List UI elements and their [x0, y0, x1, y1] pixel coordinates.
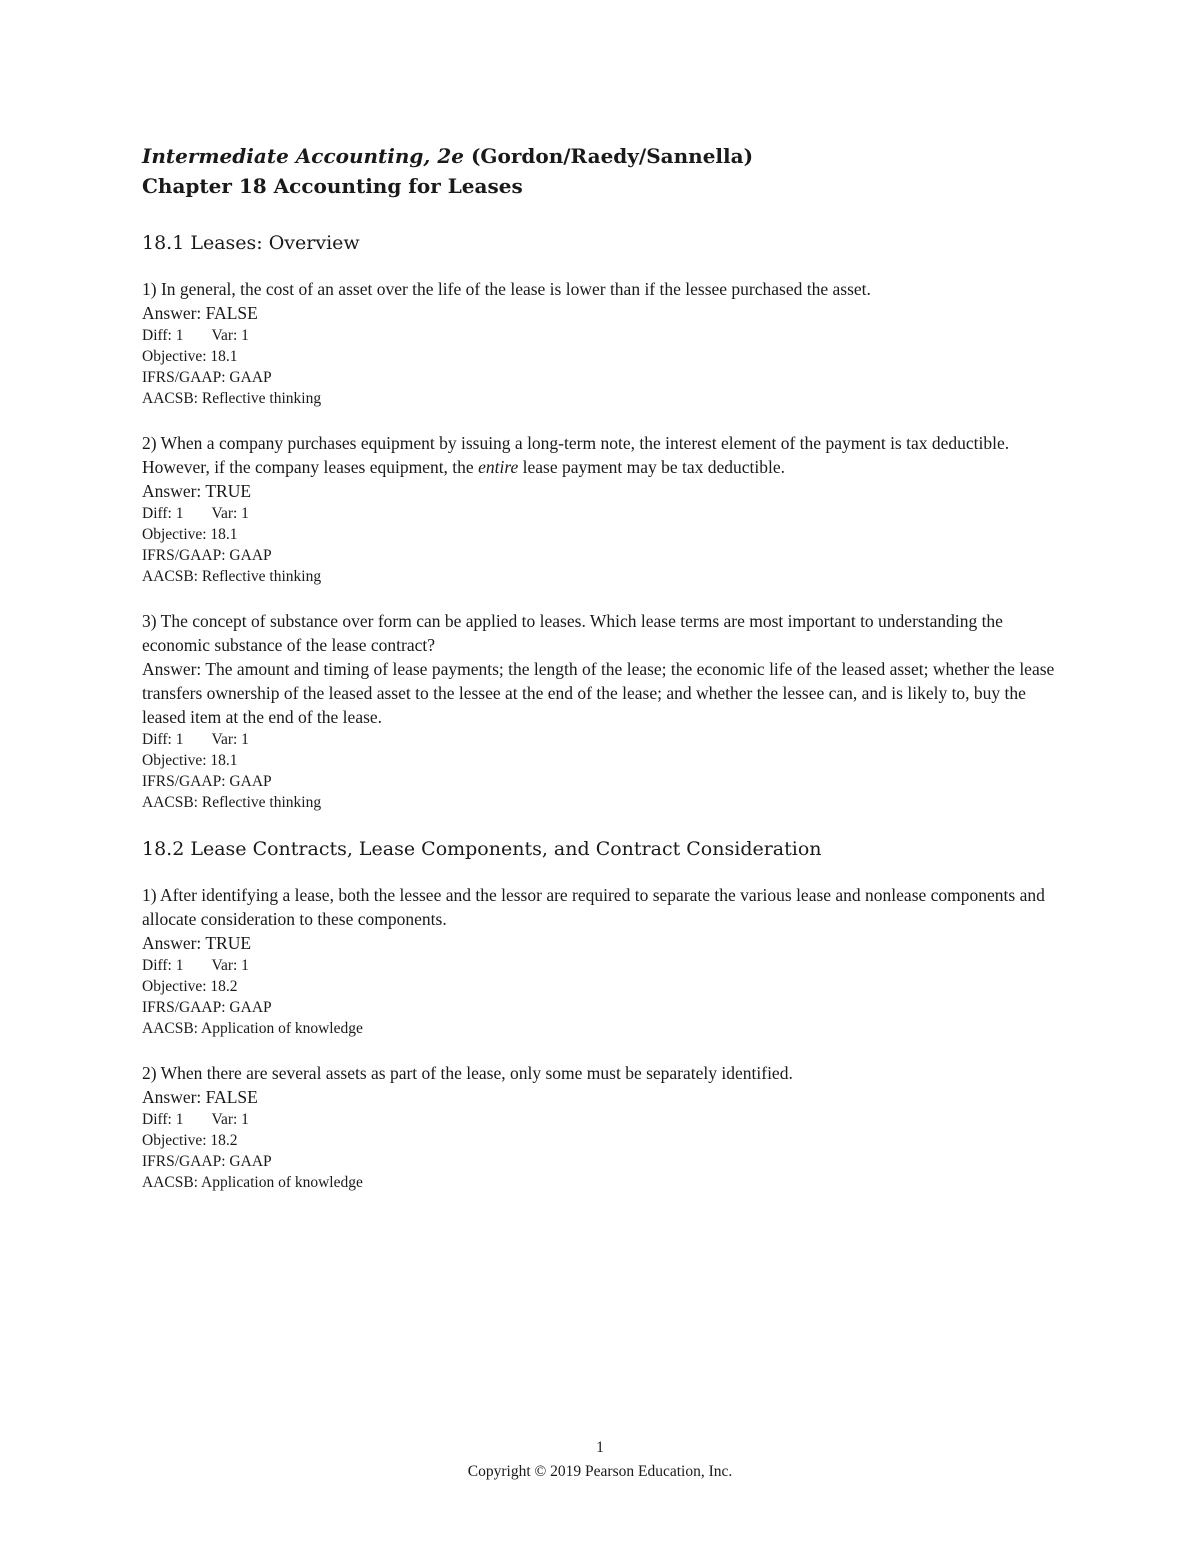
question-objective: Objective: 18.1 [142, 526, 238, 543]
question-text [142, 431, 1072, 479]
question-item [142, 277, 1072, 409]
question-item [142, 609, 1072, 813]
question-answer: Answer: FALSE [142, 303, 258, 323]
page-content [142, 141, 1072, 1215]
question-answer: Answer: TRUE [142, 481, 252, 501]
question-answer: Answer: The amount and timing of lease payments; the length of the lease; the economic life of the leased asset; whether the lease transfers ownership of the leased asset to the lessee at the end of the lease; and whether the lessee can, and is likely to, buy the leased item at the end of the lease. [142, 659, 1055, 727]
question-answer: Answer: TRUE [142, 933, 252, 953]
book-title [142, 141, 1072, 171]
question-text: 1) In general, the cost of an asset over the life of the lease is lower than if the lessee purchased the asset. [142, 279, 871, 299]
question-var: Var: 1 [211, 327, 249, 344]
question-diff-var [142, 729, 1072, 750]
question-text: 1) After identifying a lease, both the lessee and the lessor are required to separate the various lease and nonlease components and allocate consideration to these components. [142, 885, 1045, 929]
question-item [142, 883, 1072, 1039]
question-diff-var [142, 1109, 1072, 1130]
question-diff: Diff: 1 [142, 731, 184, 748]
question-ifrs-gaap: IFRS/GAAP: GAAP [142, 999, 272, 1016]
question-answer: Answer: FALSE [142, 1087, 258, 1107]
question-objective: Objective: 18.2 [142, 978, 238, 995]
section-title: 18.2 Lease Contracts, Lease Components, and Contract Consideration [142, 838, 822, 860]
page-number: 1 [596, 1439, 604, 1456]
question-text-part: 2) When a company purchases equipment by issuing a long-term note, the interest element of the payment is tax deductible. However, if the company leases equipment, the [142, 433, 1010, 477]
question-aacsb: AACSB: Reflective thinking [142, 794, 322, 811]
question-diff: Diff: 1 [142, 1111, 184, 1128]
question-ifrs-gaap: IFRS/GAAP: GAAP [142, 369, 272, 386]
question-var: Var: 1 [211, 505, 249, 522]
question-text: 2) When there are several assets as part of the lease, only some must be separately identified. [142, 1063, 793, 1083]
question-text-emphasis: entire [478, 457, 519, 477]
question-diff-var [142, 955, 1072, 976]
question-ifrs-gaap: IFRS/GAAP: GAAP [142, 547, 272, 564]
question-text: 3) The concept of substance over form can be applied to leases. Which lease terms are most important to understanding the economic substance of the lease contract? [142, 611, 1003, 655]
question-ifrs-gaap: IFRS/GAAP: GAAP [142, 1153, 272, 1170]
question-objective: Objective: 18.1 [142, 348, 238, 365]
section-title: 18.1 Leases: Overview [142, 232, 360, 254]
question-diff: Diff: 1 [142, 957, 184, 974]
question-aacsb: AACSB: Reflective thinking [142, 390, 322, 407]
question-objective: Objective: 18.2 [142, 1132, 238, 1149]
question-text-part: lease payment may be tax deductible. [518, 457, 786, 477]
question-diff: Diff: 1 [142, 505, 184, 522]
question-aacsb: AACSB: Application of knowledge [142, 1020, 363, 1037]
question-diff-var [142, 325, 1072, 346]
chapter-title: Chapter 18 Accounting for Leases [142, 174, 523, 198]
question-ifrs-gaap: IFRS/GAAP: GAAP [142, 773, 272, 790]
question-diff: Diff: 1 [142, 327, 184, 344]
book-title-authors: (Gordon/Raedy/Sannella) [463, 144, 754, 168]
question-var: Var: 1 [211, 731, 249, 748]
question-diff-var [142, 503, 1072, 524]
question-item [142, 1061, 1072, 1193]
question-objective: Objective: 18.1 [142, 752, 238, 769]
question-aacsb: AACSB: Reflective thinking [142, 568, 322, 585]
question-var: Var: 1 [211, 957, 249, 974]
question-aacsb: AACSB: Application of knowledge [142, 1174, 363, 1191]
book-title-italic: Intermediate Accounting, 2e [142, 144, 464, 168]
copyright-notice: Copyright © 2019 Pearson Education, Inc. [467, 1463, 733, 1480]
question-item [142, 431, 1072, 587]
question-var: Var: 1 [211, 1111, 249, 1128]
